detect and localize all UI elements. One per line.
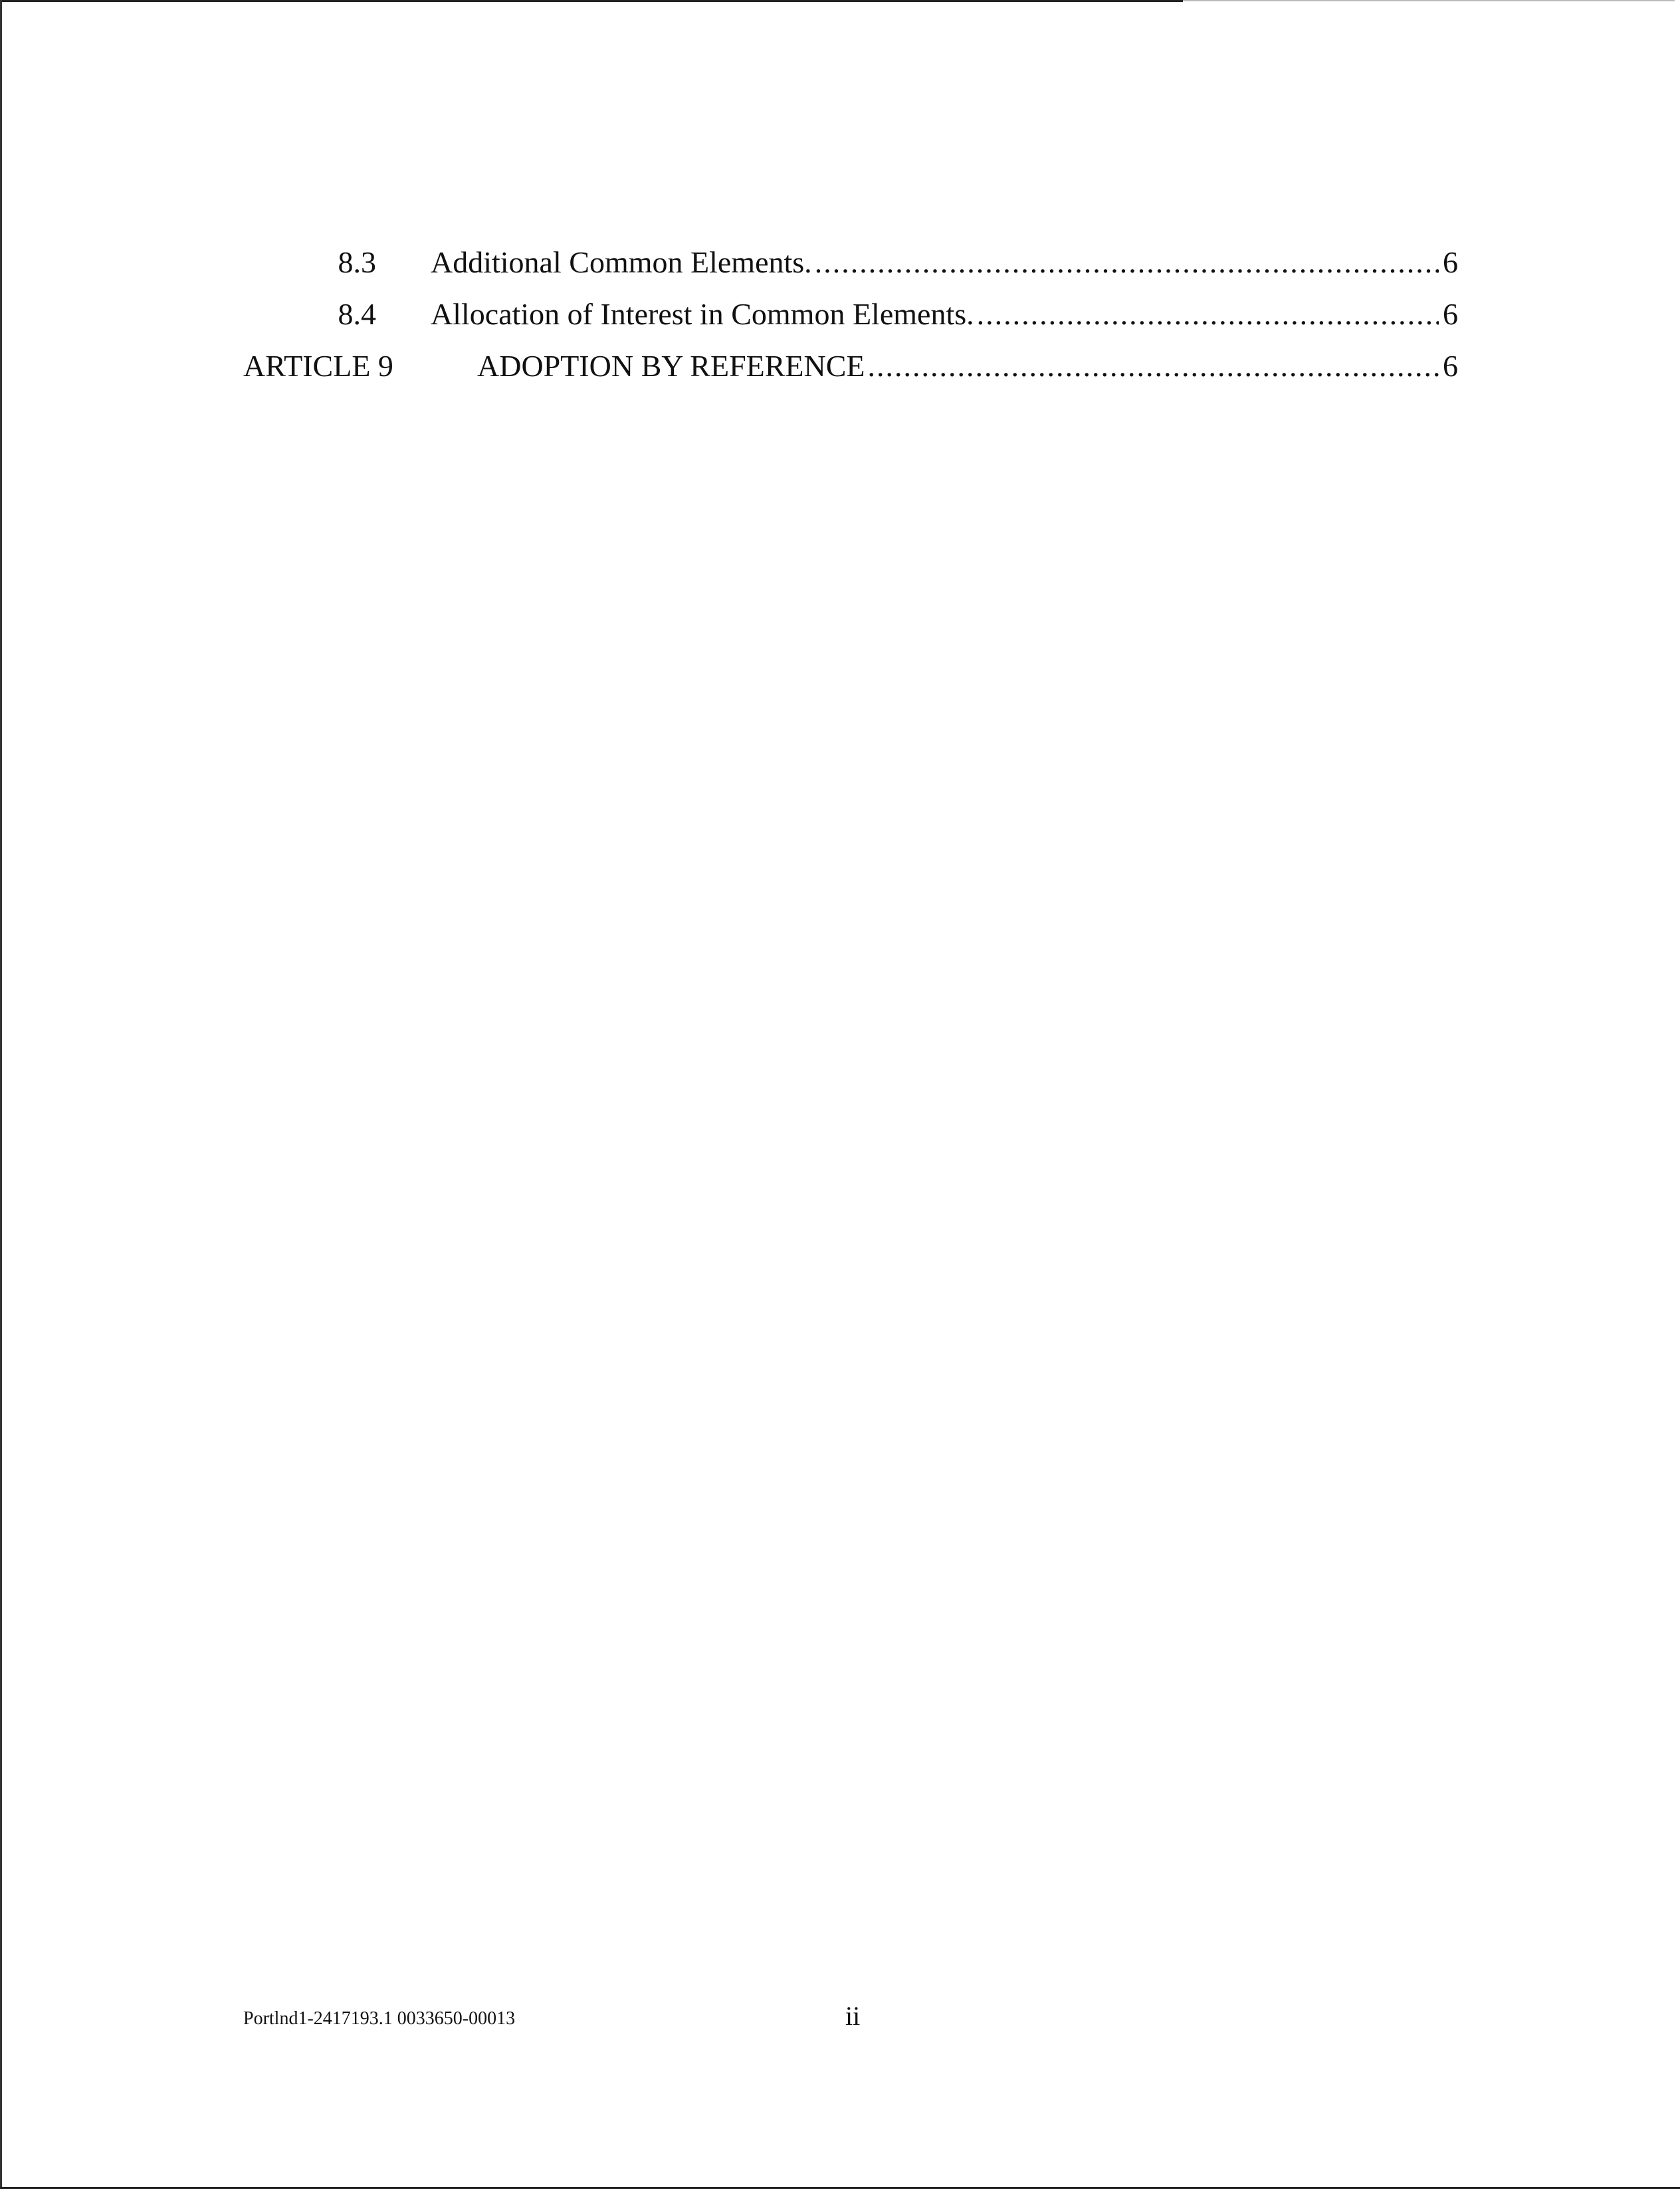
toc-entry-line: [431, 291, 1458, 338]
scan-border-top: [0, 0, 1183, 2]
toc-entry-8-4: [0, 291, 1680, 338]
toc-entry-title: Allocation of Interest in Common Elements.: [431, 291, 977, 338]
toc-entry-number: 8.4: [338, 297, 376, 331]
footer-page-number: ii: [845, 2001, 861, 2031]
toc-entry-line: [431, 239, 1458, 286]
toc-entry-page: 6: [1443, 349, 1458, 383]
scan-border-top-faint: [1183, 0, 1675, 1]
toc-entry-line: [477, 343, 1458, 389]
toc-entry-page: 6: [1443, 245, 1458, 279]
toc-entry-article-9: [0, 343, 1680, 389]
toc-entry-page: 6: [1443, 297, 1458, 331]
toc-dot-leader: [815, 239, 1439, 286]
toc-entry-8-3: [0, 239, 1680, 286]
footer-document-id: Portlnd1-2417193.1 0033650-00013: [243, 2008, 516, 2029]
toc-entry-title: Additional Common Elements.: [431, 239, 815, 286]
toc-entry-number: ARTICLE 9: [243, 349, 393, 383]
toc-dot-leader: [868, 343, 1439, 389]
toc-entry-number: 8.3: [338, 245, 376, 279]
toc-entry-title: ADOPTION BY REFERENCE: [477, 343, 868, 389]
toc-dot-leader: [977, 291, 1439, 338]
